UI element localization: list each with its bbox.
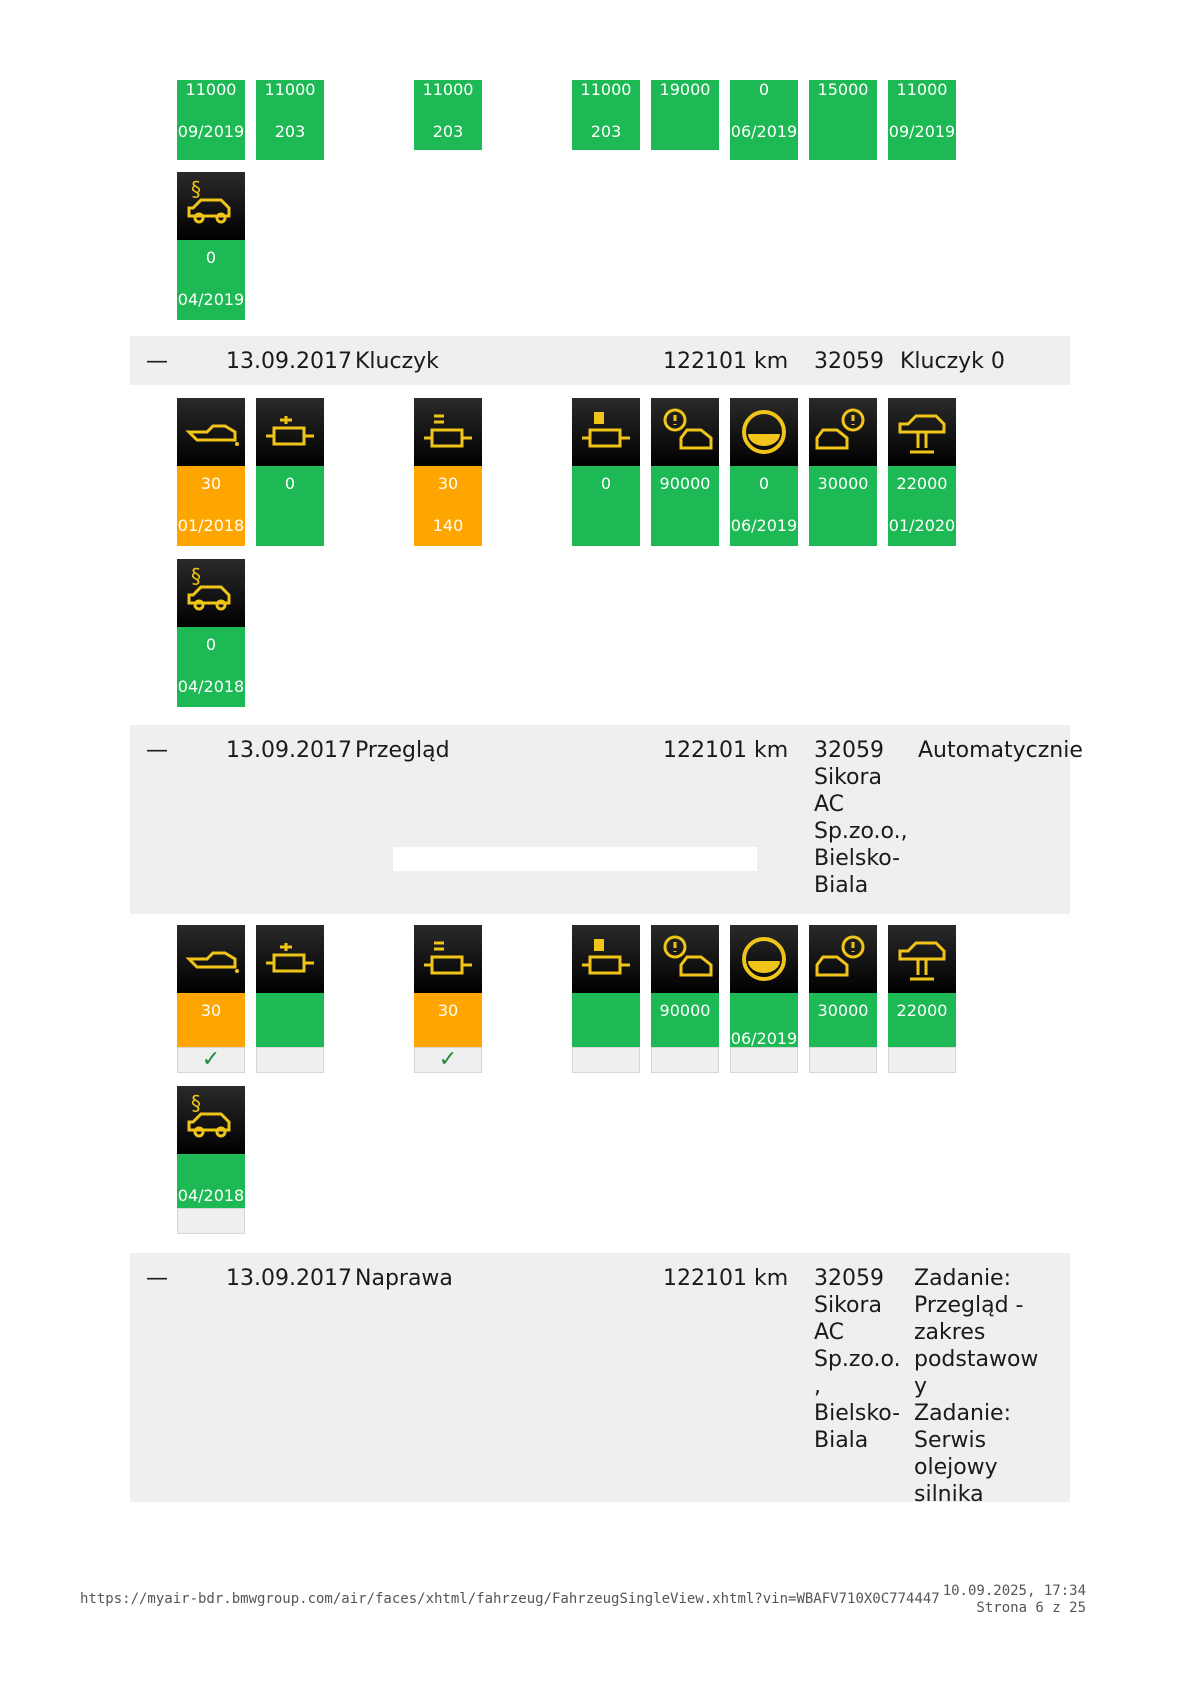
tile-value-1: 0 bbox=[205, 248, 217, 267]
service-tile bbox=[730, 398, 798, 546]
service-tile bbox=[572, 80, 640, 150]
tile-value-1: 19000 bbox=[659, 80, 711, 99]
service-tile bbox=[888, 925, 956, 1073]
collapse-icon[interactable]: — bbox=[146, 349, 168, 374]
tile-value-2: 06/2019 bbox=[730, 122, 798, 141]
entry-naprawa bbox=[130, 1253, 1070, 1502]
tile-value-1: 30000 bbox=[817, 474, 869, 493]
fuel-filter-icon bbox=[572, 398, 640, 466]
entry-type: Przegląd bbox=[355, 738, 450, 763]
brake-fluid-icon bbox=[730, 925, 798, 993]
tile-value-1: 0 bbox=[758, 474, 770, 493]
entry-dealer: 32059 Sikora AC Sp.zo.o., Bielsko- Biala bbox=[814, 738, 908, 898]
tile-values bbox=[730, 993, 798, 1047]
vehicle-inspection-icon bbox=[177, 559, 245, 627]
tile-values bbox=[177, 240, 245, 320]
tile-value-2: 09/2019 bbox=[888, 122, 956, 141]
service-tile bbox=[414, 398, 482, 546]
service-tile bbox=[177, 80, 245, 160]
footer-datetime: 10.09.2025, 17:34 bbox=[942, 1583, 1086, 1599]
tile-values bbox=[888, 466, 956, 546]
entry-date: 13.09.2017 bbox=[226, 738, 352, 763]
service-tile bbox=[730, 80, 798, 160]
service-tile bbox=[651, 80, 719, 150]
tile-status bbox=[730, 1047, 798, 1073]
tile-value-1: 0 bbox=[284, 474, 296, 493]
tile-value-1: 30 bbox=[437, 1001, 459, 1020]
particle-filter-icon bbox=[256, 398, 324, 466]
tile-status bbox=[572, 1047, 640, 1073]
service-tile bbox=[888, 398, 956, 546]
tile-values bbox=[572, 993, 640, 1047]
tile-value-2: 01/2020 bbox=[888, 516, 956, 535]
tile-value-1: 22000 bbox=[896, 474, 948, 493]
entry-km: 122101 km bbox=[663, 1266, 789, 1291]
vehicle-inspection-icon bbox=[177, 1086, 245, 1154]
entry-dealer: 32059 bbox=[814, 349, 884, 374]
tile-values bbox=[730, 466, 798, 546]
entry-type: Naprawa bbox=[355, 1266, 453, 1291]
service-tile bbox=[809, 925, 877, 1073]
tile-values bbox=[809, 80, 877, 160]
svg-text:§: § bbox=[191, 177, 201, 201]
tile-value-2: 203 bbox=[274, 122, 306, 141]
tile-value-1: 15000 bbox=[817, 80, 869, 99]
vehicle-inspection-icon bbox=[177, 172, 245, 240]
tile-values bbox=[414, 80, 482, 150]
vehicle-check-icon bbox=[888, 925, 956, 993]
tile-value-1: 30 bbox=[200, 1001, 222, 1020]
tile-values bbox=[177, 993, 245, 1047]
service-tile bbox=[651, 925, 719, 1073]
service-tile bbox=[177, 172, 245, 320]
tile-values bbox=[651, 466, 719, 546]
tile-value-2: 09/2019 bbox=[177, 122, 245, 141]
tile-values bbox=[177, 80, 245, 160]
rear-brakes-icon bbox=[809, 925, 877, 993]
service-tile bbox=[888, 80, 956, 160]
tile-value-2: 06/2019 bbox=[730, 516, 798, 535]
tile-status bbox=[809, 1047, 877, 1073]
tile-value-1: 11000 bbox=[185, 80, 237, 99]
tile-values bbox=[809, 466, 877, 546]
service-tile bbox=[256, 925, 324, 1073]
rear-brakes-icon bbox=[809, 398, 877, 466]
service-tile bbox=[414, 925, 482, 1073]
tile-value-1: 11000 bbox=[422, 80, 474, 99]
tile-value-1: 30000 bbox=[817, 1001, 869, 1020]
vehicle-check-icon bbox=[888, 398, 956, 466]
svg-text:§: § bbox=[191, 1091, 201, 1115]
tile-status: ✓ bbox=[177, 1047, 245, 1073]
tile-value-1: 0 bbox=[205, 635, 217, 654]
service-tile bbox=[730, 925, 798, 1073]
service-tile bbox=[256, 398, 324, 546]
service-tile bbox=[572, 925, 640, 1073]
tile-values bbox=[177, 1154, 245, 1208]
service-tile bbox=[414, 80, 482, 150]
tile-status bbox=[651, 1047, 719, 1073]
tile-value-2: 04/2019 bbox=[177, 290, 245, 309]
oil-service-icon bbox=[177, 925, 245, 993]
entry-note: Kluczyk 0 bbox=[900, 349, 1005, 374]
entry-date: 13.09.2017 bbox=[226, 1266, 352, 1291]
front-brakes-icon bbox=[651, 398, 719, 466]
tile-value-2: 04/2018 bbox=[177, 677, 245, 696]
tile-values bbox=[888, 80, 956, 160]
tile-values bbox=[651, 80, 719, 150]
entry-kluczyk bbox=[130, 336, 1070, 385]
tile-status: ✓ bbox=[414, 1047, 482, 1073]
entry-km: 122101 km bbox=[663, 738, 789, 763]
brake-fluid-icon bbox=[730, 398, 798, 466]
svg-text:§: § bbox=[191, 564, 201, 588]
tile-values bbox=[256, 80, 324, 160]
particle-filter-icon bbox=[256, 925, 324, 993]
tile-values bbox=[177, 627, 245, 707]
tile-value-1: 0 bbox=[600, 474, 612, 493]
footer-url: https://myair-bdr.bmwgroup.com/air/faces/xhtml/fahrzeug/FahrzeugSingleView.xhtml?vin=WBAFV710X0C774447 bbox=[80, 1591, 940, 1607]
service-tile bbox=[177, 925, 245, 1073]
entry-dealer: 32059 Sikora AC Sp.zo.o. , Bielsko- Biala bbox=[814, 1266, 901, 1453]
tile-value-2: 04/2018 bbox=[177, 1186, 245, 1205]
tile-status bbox=[256, 1047, 324, 1073]
collapse-icon[interactable]: — bbox=[146, 1266, 168, 1291]
service-tile bbox=[809, 398, 877, 546]
tile-value-2: 140 bbox=[432, 516, 464, 535]
cabin-filter-icon bbox=[414, 398, 482, 466]
tile-value-1: 22000 bbox=[896, 1001, 948, 1020]
service-tile bbox=[572, 398, 640, 546]
tile-values bbox=[572, 466, 640, 546]
tile-value-2: 01/2018 bbox=[177, 516, 245, 535]
tile-value-2: 203 bbox=[590, 122, 622, 141]
service-tile bbox=[177, 1086, 245, 1234]
service-tile bbox=[256, 80, 324, 160]
tile-status bbox=[888, 1047, 956, 1073]
tile-value-1: 30 bbox=[200, 474, 222, 493]
tile-values bbox=[651, 993, 719, 1047]
collapse-icon[interactable]: — bbox=[146, 738, 168, 763]
tile-value-2: 06/2019 bbox=[730, 1029, 798, 1048]
tile-values bbox=[414, 466, 482, 546]
tile-values bbox=[177, 466, 245, 546]
front-brakes-icon bbox=[651, 925, 719, 993]
blank-field bbox=[393, 847, 757, 871]
footer-page: Strona 6 z 25 bbox=[976, 1600, 1086, 1616]
tile-status bbox=[177, 1208, 245, 1234]
tile-value-1: 11000 bbox=[896, 80, 948, 99]
fuel-filter-icon bbox=[572, 925, 640, 993]
tile-value-1: 11000 bbox=[264, 80, 316, 99]
tile-value-1: 90000 bbox=[659, 1001, 711, 1020]
tile-value-2: 203 bbox=[432, 122, 464, 141]
tile-value-1: 30 bbox=[437, 474, 459, 493]
entry-km: 122101 km bbox=[663, 349, 789, 374]
entry-date: 13.09.2017 bbox=[226, 349, 352, 374]
tile-values bbox=[730, 80, 798, 160]
service-tile bbox=[651, 398, 719, 546]
entry-note: Automatycznie bbox=[918, 738, 1083, 763]
oil-service-icon bbox=[177, 398, 245, 466]
tile-values bbox=[256, 993, 324, 1047]
service-tile bbox=[177, 398, 245, 546]
entry-przeglad bbox=[130, 725, 1083, 914]
cabin-filter-icon bbox=[414, 925, 482, 993]
tile-values bbox=[256, 466, 324, 546]
tile-values bbox=[809, 993, 877, 1047]
service-tile bbox=[177, 559, 245, 707]
tile-values bbox=[572, 80, 640, 150]
tile-value-1: 0 bbox=[758, 80, 770, 99]
tile-value-1: 90000 bbox=[659, 474, 711, 493]
entry-note: Zadanie: Przegląd - zakres podstawow y Zadanie: Serwis olejowy silnika bbox=[914, 1266, 1039, 1502]
tile-value-1: 11000 bbox=[580, 80, 632, 99]
service-tile bbox=[809, 80, 877, 160]
tile-values bbox=[888, 993, 956, 1047]
tile-values bbox=[414, 993, 482, 1047]
entry-type: Kluczyk bbox=[355, 349, 439, 374]
